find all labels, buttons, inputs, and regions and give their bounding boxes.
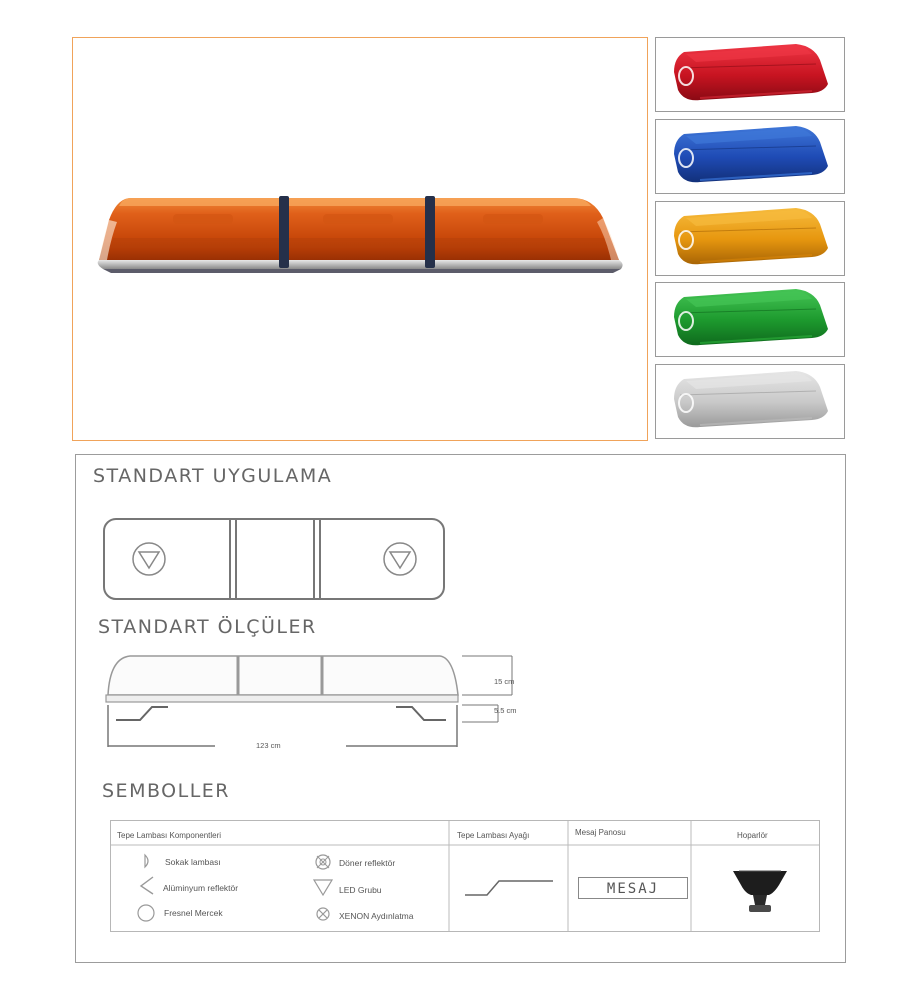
message-panel [578,877,688,899]
orange-light-bar-image [73,38,647,440]
blue-lens-icon [656,120,844,193]
dimensions-heading: STANDART ÖLÇÜLER [98,616,317,638]
legend-label: LED Grubu [339,885,382,895]
table-header: Mesaj Panosu [575,828,626,837]
height-dimension-label: 15 cm [494,677,515,686]
length-dimension-label: 123 cm [256,741,281,750]
legend-label: XENON Aydınlatma [339,911,414,921]
legend-label: Sokak lambası [165,857,221,867]
table-header: Tepe Lambası Komponentleri [117,831,222,840]
xenon-light-icon [317,908,329,920]
clear-lens-icon [656,365,844,438]
color-option-amber[interactable] [655,201,845,276]
color-option-red[interactable] [655,37,845,112]
application-diagram [102,517,447,601]
aluminium-reflector-icon [141,877,153,894]
application-heading: STANDART UYGULAMA [93,465,333,487]
symbols-heading: SEMBOLLER [102,780,230,802]
street-lamp-icon [145,855,148,867]
speaker-icon [729,865,791,917]
red-lens-icon [656,38,844,111]
color-option-clear[interactable] [655,364,845,439]
fresnel-lens-icon [138,905,154,921]
color-option-blue[interactable] [655,119,845,194]
led-group-icon [314,880,332,895]
amber-lens-icon [656,202,844,275]
message-panel-text: MESAJ [606,881,660,897]
legend-label: Döner reflektör [339,858,396,868]
symbols-table [110,820,820,932]
table-header: Hoparlör [737,831,768,840]
green-lens-icon [656,283,844,356]
main-product-frame [72,37,648,441]
dimensions-diagram [100,650,540,755]
lamp-foot-icon [463,871,558,901]
legend-label: Fresnel Mercek [164,908,223,918]
foot-dimension-label: 5.5 cm [494,706,517,715]
table-header: Tepe Lambası Ayağı [457,831,530,840]
color-option-green[interactable] [655,282,845,357]
rotating-reflector-icon [316,855,330,869]
legend-label: Alüminyum reflektör [163,883,239,893]
